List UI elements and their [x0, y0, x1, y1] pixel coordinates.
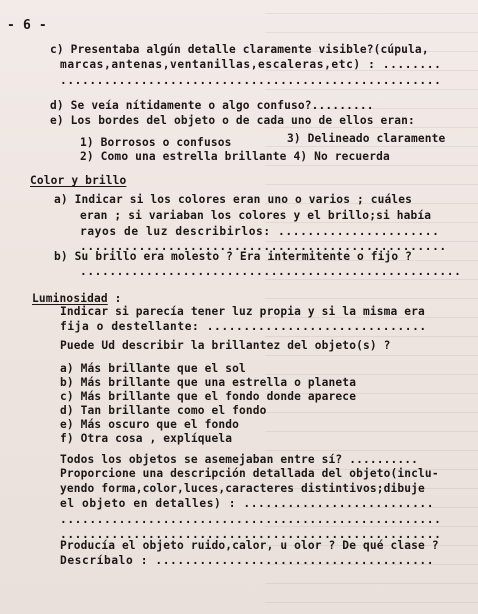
- item-c-question-line2: marcas,antenas,ventanillas,escaleras,etc) : ........: [60, 58, 442, 71]
- luminosity-intro-line2: fija o destellante: ..............................: [60, 320, 427, 333]
- color-answer-line: ..................................................: [80, 240, 447, 253]
- brightness-option-b: b) Más brillante que una estrella o planeta: [60, 376, 357, 389]
- item-c-question-line1: c) Presentaba algún detalle claramente visible?(cúpula,: [50, 43, 429, 56]
- description-answer-line-2: ....................................................: [60, 528, 442, 541]
- luminosity-heading: [32, 292, 122, 306]
- brightness-option-c: c) Más brillante que el fondo donde aparece: [60, 390, 357, 403]
- brightness-option-d: d) Tan brillante como el fondo: [60, 404, 267, 417]
- color-question-a-line3: rayos de luz describirlos: ......................: [80, 225, 440, 238]
- description-answer-line-1: ....................................................: [60, 513, 442, 526]
- luminosity-intro-line1: Indicar si parecía tener luz propia y si la misma era: [60, 305, 425, 318]
- brightness-option-e: e) Más oscuro que el fondo: [60, 418, 240, 431]
- item-d-question: d) Se veía nítidamente o algo confuso?.........: [50, 99, 374, 112]
- item-e-option-1: 1) Borrosos o confusos: [80, 136, 232, 149]
- page-number: - 6 -: [7, 18, 47, 33]
- noise-question: Producía el objeto ruido,calor, u olor ? De qué clase ?: [60, 539, 439, 552]
- brightness-prompt: Puede Ud describir la brillantez del objeto(s) ?: [60, 339, 391, 352]
- item-e-options-2-4: 2) Como una estrella brillante 4) No recuerda: [80, 150, 390, 163]
- luminosity-heading-colon: :: [107, 292, 122, 305]
- item-c-answer-line: ....................................................: [60, 74, 442, 87]
- color-section-heading: Color y brillo: [30, 174, 127, 187]
- color-question-a-line1: a) Indicar si los colores eran uno o varios ; cuáles: [54, 193, 413, 206]
- brightness-option-f: f) Otra cosa , explíquela: [60, 432, 233, 445]
- brightness-option-a: a) Más brillante que el sol: [60, 362, 246, 375]
- item-e-question: e) Los bordes del objeto o de cada uno de ellos eran:: [50, 114, 415, 127]
- luminosity-heading-text: Luminosidad: [32, 292, 108, 305]
- color-question-b: b) Su brillo era molesto ? Era intermitente o fijo ?: [54, 250, 413, 263]
- noise-answer-line: Descríbalo : ......................................: [60, 554, 435, 567]
- color-question-b-answer-line: ....................................................: [80, 265, 462, 278]
- detailed-description-line2: yendo forma,color,luces,caracteres distintivos;dibuje: [60, 482, 425, 495]
- item-e-option-3: 3) Delineado claramente: [287, 132, 446, 145]
- color-question-a-line2: eran ; si variaban los colores y el brillo;si había: [80, 209, 432, 222]
- objects-similar-question: Todos los objetos se asemejaban entre sí? ..........: [60, 453, 419, 466]
- detailed-description-line3: el objeto en detalles) : ..........................: [60, 497, 435, 510]
- detailed-description-line1: Proporcione una descripción detallada del objeto(inclu-: [60, 467, 439, 480]
